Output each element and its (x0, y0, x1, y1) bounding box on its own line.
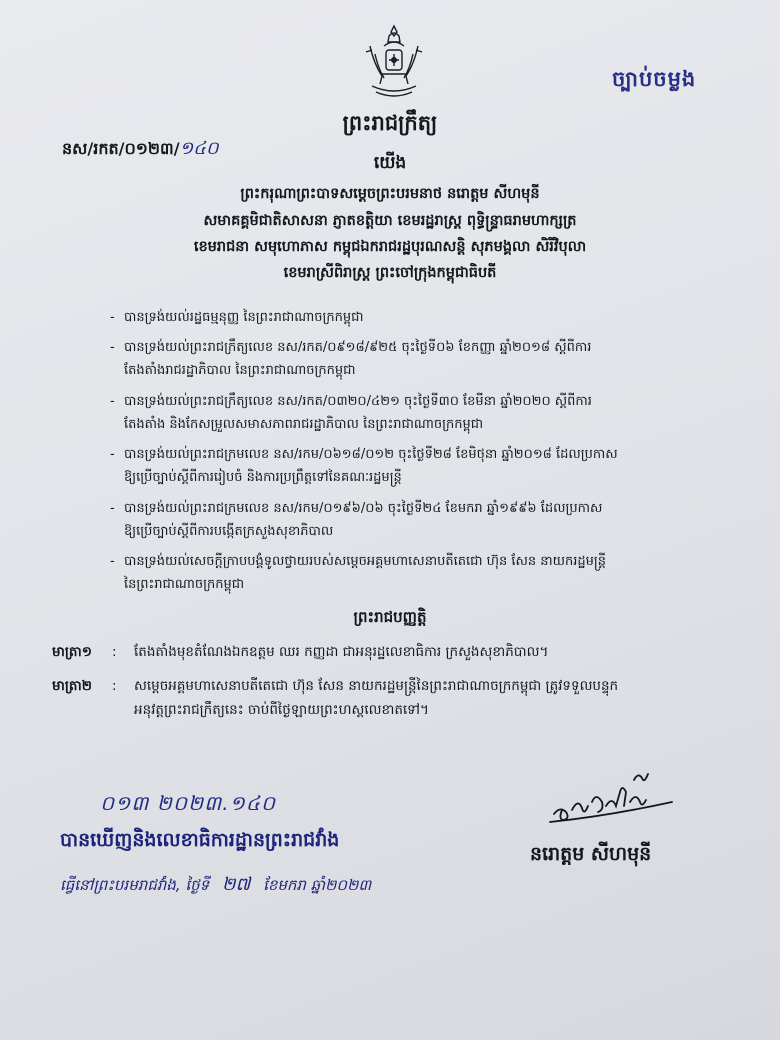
done-at-line (60, 872, 371, 899)
decrees-heading: ព្រះរាជបញ្ញត្តិ (353, 608, 427, 626)
article-label: មាត្រា១ (52, 644, 92, 660)
visa-text: បានទ្រង់យល់ព្រះរាជក្រឹត្យលេខ នស/រកត/០៣២០/៤២១ ចុះថ្ងៃទី៣០ ខែមីនា ឆ្នាំ២០២០ ស្ដីពីការ (124, 394, 592, 409)
visa-text: បានទ្រង់យល់សេចក្ដីក្រាបបង្គំទូលថ្វាយរបស់សម្ដេចអគ្គមហាសេនាបតីតេជោ ហ៊ុន សែន នាយករដ្ឋមន្ត្រី (124, 554, 606, 569)
handwritten-date-note: ០១៣ ២០២៣.១៤០ (100, 791, 277, 815)
royal-title-line: សមាគគ្គមិជាតិសាសនា ភ្ញាតខត្តិយា ខេមរដ្ឋរាស្ត្រ ពុទ្ធិន្ទ្រាធរាមហាក្សត្រ (203, 213, 577, 229)
visa-text-continuation: ឱ្យប្រើច្បាប់ស្ដីពីការបង្កើតក្រសួងសុខាភិបាល (124, 524, 334, 539)
royal-signature (548, 762, 678, 832)
signer-name: នរោត្តម សីហមុនី (530, 843, 652, 865)
done-at-prefix: ធ្វើនៅព្រះបរមរាជវាំង, ថ្ងៃទី (60, 876, 210, 894)
visa-text: បានទ្រង់យល់ព្រះរាជក្រឹត្យលេខ នស/រកត/០៩១៨/៩២៥ ចុះថ្ងៃទី០៦ ខែកញ្ញា ឆ្នាំ២០១៨ ស្ដីពីការ (124, 340, 592, 355)
visa-text-continuation: តែងតាំងរាជរដ្ឋាភិបាល នៃព្រះរាជាណាចក្រកម្ពុជា (124, 363, 356, 378)
royal-title-line: ខេមរាស្រីពិរាស្ត្រ ព្រះចៅក្រុងកម្ពុជាធិបតី (283, 265, 497, 281)
visa-text: បានទ្រង់យល់ព្រះរាជក្រមលេខ នស/រកម/០១៩៦/០៦ ចុះថ្ងៃទី២៤ ខែមករា ឆ្នាំ១៩៩៦ ដែលប្រកាស (124, 501, 603, 516)
visa-item: - បានទ្រង់យល់រដ្ឋធម្មនុញ្ញ នៃព្រះរាជាណាចក្រកម្ពុជា (110, 310, 364, 325)
visa-item: - បានទ្រង់យល់ព្រះរាជក្រមលេខ នស/រកម/០៦១៨/០១២ ចុះថ្ងៃទី២៨ ខែមិថុនា ឆ្នាំ២០១៨ ដែលប្រកាស ឱ្យប្រើច្បាប់ស្ដីពីការរៀបចំ និងការប្រព្រឹត្តទៅនៃគណៈរដ្ឋមន្ត្រី (110, 443, 750, 489)
we-heading: យើង (373, 153, 407, 173)
done-day-handwritten: ២៧ (221, 874, 251, 895)
reference-handwritten-number: ១៤០ (179, 138, 219, 159)
article-text: តែងតាំងមុខតំណែងឯកឧត្ដម ឈរ កញ្ញដា ជាអនុរដ្ឋលេខាធិការ ក្រសួងសុខាភិបាល។ (134, 644, 549, 660)
visa-text-continuation: នៃព្រះរាជាណាចក្រកម្ពុជា (124, 577, 245, 592)
article-1: មាត្រា១ : តែងតាំងមុខតំណែងឯកឧត្ដម ឈរ កញ្ញដា ជាអនុរដ្ឋលេខាធិការ ក្រសួងសុខាភិបាល។ (52, 640, 752, 664)
visa-item: - បានទ្រង់យល់សេចក្ដីក្រាបបង្គំទូលថ្វាយរបស់សម្ដេចអគ្គមហាសេនាបតីតេជោ ហ៊ុន សែន នាយករដ្ឋមន្ត្រី នៃព្រះរាជាណាចក្រកម្ពុជា (110, 550, 750, 596)
visa-item: - បានទ្រង់យល់ព្រះរាជក្រឹត្យលេខ នស/រកត/០៣២០/៤២១ ចុះថ្ងៃទី៣០ ខែមីនា ឆ្នាំ២០២០ ស្ដីពីការ តែងតាំង និងកែសម្រួលសមាសភាពរាជរដ្ឋាភិបាល នៃព្រះរាជាណាចក្រកម្ពុជា (110, 390, 750, 436)
done-at-suffix: ខែមករា ឆ្នាំ២០២៣ (263, 876, 372, 894)
certified-copy-stamp: ច្បាប់ចម្លង (612, 67, 697, 91)
visa-text-continuation: តែងតាំង និងកែសម្រួលសមាសភាពរាជរដ្ឋាភិបាល នៃព្រះរាជាណាចក្រកម្ពុជា (124, 417, 484, 432)
visa-text: បានទ្រង់យល់រដ្ឋធម្មនុញ្ញ នៃព្រះរាជាណាចក្រកម្ពុជា (124, 310, 364, 325)
article-text-continuation: អនុវត្តព្រះរាជក្រឹត្យនេះ ចាប់ពីថ្ងៃឡាយព្រះហស្ដលេខាតទៅ។ (134, 702, 429, 718)
reference-prefix: នស/រកត/០១២៣/ (62, 139, 180, 158)
visa-text: បានទ្រង់យល់ព្រះរាជក្រមលេខ នស/រកម/០៦១៨/០១២ ចុះថ្ងៃទី២៨ ខែមិថុនា ឆ្នាំ២០១៨ ដែលប្រកាស (124, 447, 618, 462)
royal-coat-of-arms-icon (362, 24, 426, 102)
article-label: មាត្រា២ (52, 678, 92, 694)
visa-text-continuation: ឱ្យប្រើច្បាប់ស្ដីពីការរៀបចំ និងការប្រព្រឹត្តទៅនៃគណៈរដ្ឋមន្ត្រី (124, 470, 402, 485)
visa-item: - បានទ្រង់យល់ព្រះរាជក្រឹត្យលេខ នស/រកត/០៩១៨/៩២៥ ចុះថ្ងៃទី០៦ ខែកញ្ញា ឆ្នាំ២០១៨ ស្ដីពីការ តែងតាំងរាជរដ្ឋាភិបាល នៃព្រះរាជាណាចក្រកម្ពុជា (110, 336, 750, 382)
royal-title-line: ខេមរាជនា សមុហោភាស កម្ពុជឯករាជរដ្ឋបុរណសន្តិ សុភមង្គលា សិរីវិបុលា (193, 239, 587, 255)
article-2: មាត្រា២ : សម្ដេចអគ្គមហាសេនាបតីតេជោ ហ៊ុន សែន នាយករដ្ឋមន្ត្រីនៃព្រះរាជាណាចក្រកម្ពុជា ត្រូវទទួលបន្ទុក អនុវត្តព្រះរាជក្រឹត្យនេះ ចាប់ពីថ្ងៃឡាយព្រះហស្ដលេខាតទៅ។ (52, 674, 752, 722)
royal-title-line: ព្រះករុណាព្រះបាទសម្ដេចព្រះបរមនាថ នរោត្តម សីហមុនី (240, 186, 540, 202)
visa-item: - បានទ្រង់យល់ព្រះរាជក្រមលេខ នស/រកម/០១៩៦/០៦ ចុះថ្ងៃទី២៤ ខែមករា ឆ្នាំ១៩៩៦ ដែលប្រកាស ឱ្យប្រើច្បាប់ស្ដីពីការបង្កើតក្រសួងសុខាភិបាល (110, 497, 750, 543)
seen-stamp: បានឃើញនិងលេខាធិការដ្ឋានព្រះរាជវាំង (60, 829, 340, 851)
decree-title: ព្រះរាជក្រឹត្យ (342, 111, 438, 135)
article-text: សម្ដេចអគ្គមហាសេនាបតីតេជោ ហ៊ុន សែន នាយករដ្ឋមន្ត្រីនៃព្រះរាជាណាចក្រកម្ពុជា ត្រូវទទួលបន្ទុក (134, 678, 619, 694)
